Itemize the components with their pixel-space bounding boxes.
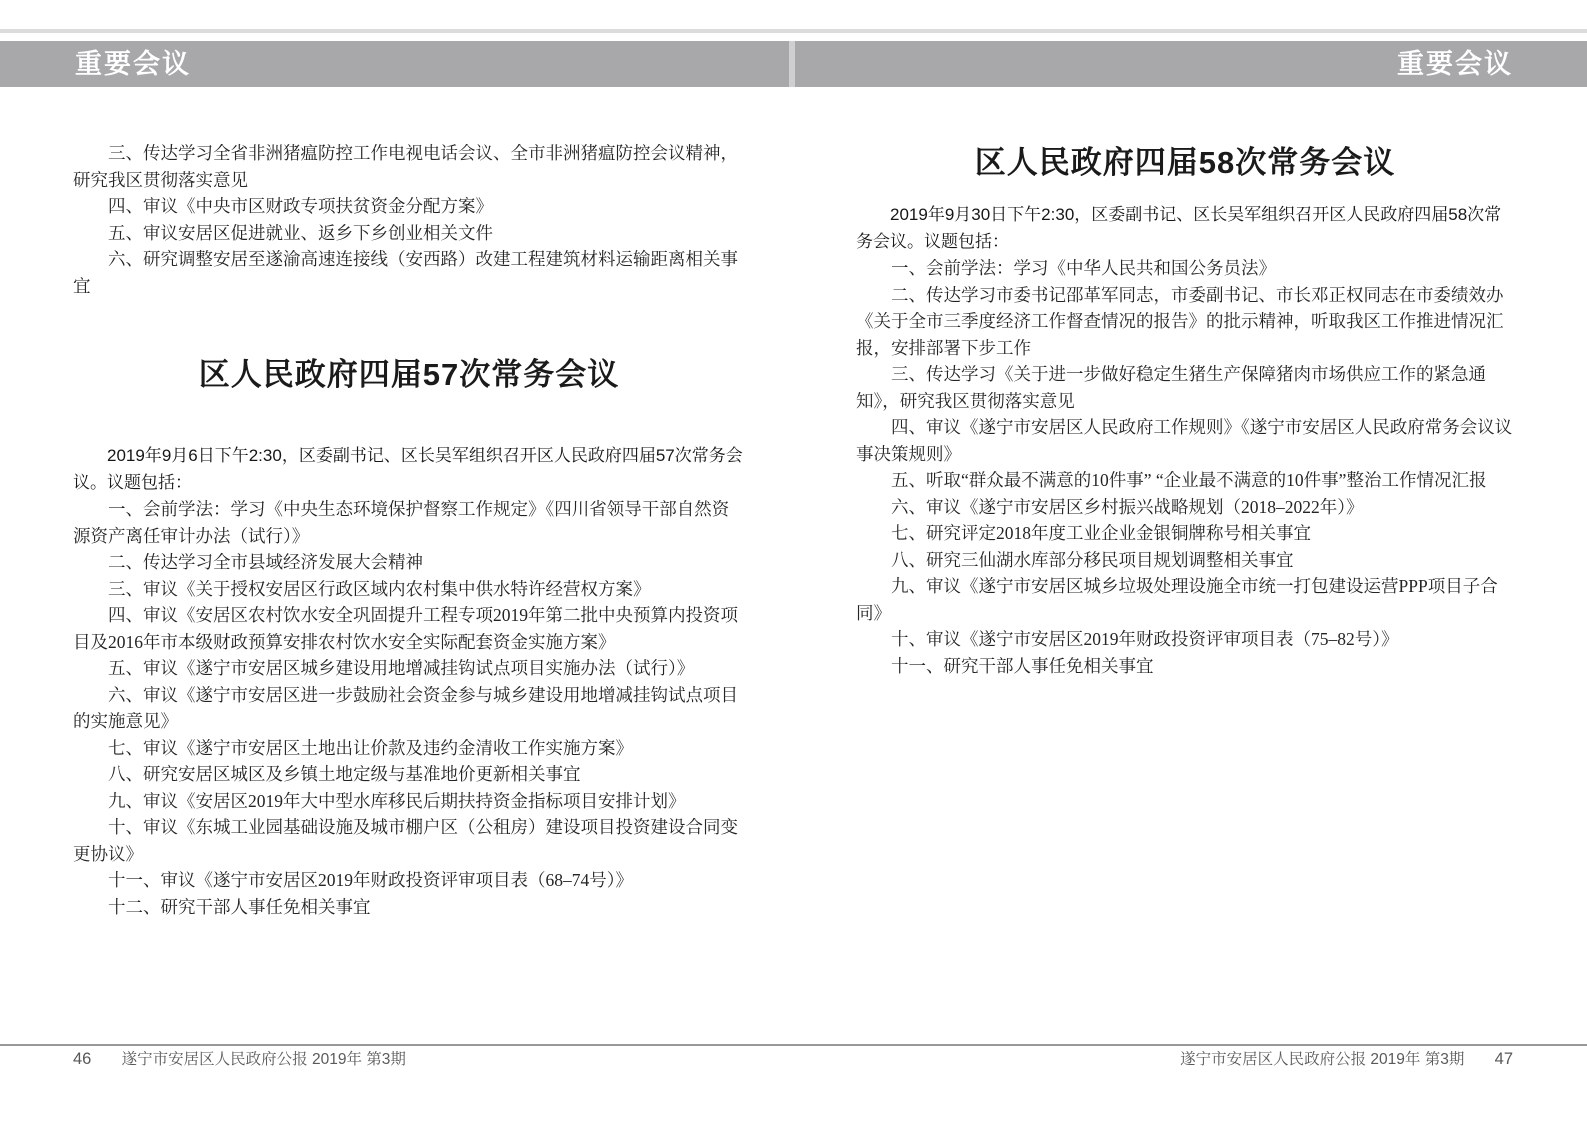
agenda-item: 七、研究评定2018年度工业企业金银铜牌称号相关事宜 — [891, 523, 1311, 543]
agenda-item: 二、传达学习全市县域经济发展大会精神 — [108, 552, 423, 572]
agenda-item: 十一、研究干部人事任免相关事宜 — [891, 655, 1154, 676]
footer-rule — [0, 1044, 1587, 1046]
meeting-58-intro: 2019年9月30日下午2:30，区委副书记、区长吴军组织召开区人民政府四届58次常务会议。议题包括： — [856, 205, 1502, 251]
meeting-57-title: 区人民政府四届57次常务会议 — [198, 357, 620, 392]
left-publication-title: 遂宁市安居区人民政府公报 2019年 第3期 — [121, 1051, 406, 1068]
agenda-item: 六、审议《遂宁市安居区乡村振兴战略规划（2018–2022年）》 — [891, 496, 1364, 517]
agenda-item: 五、审议《遂宁市安居区城乡建设用地增减挂钩试点项目实施办法（试行）》 — [108, 658, 695, 678]
agenda-item: 四、审议《中央市区财政专项扶贫资金分配方案》 — [108, 196, 493, 216]
left-page-continuation-list — [73, 140, 745, 299]
section-header-right: 重要会议 — [1397, 49, 1513, 79]
agenda-item: 九、审议《遂宁市安居区城乡垃圾处理设施全市统一打包建设运营PPP项目子合同》 — [856, 576, 1498, 623]
top-edge-rule — [0, 29, 1587, 33]
right-publication-title: 遂宁市安居区人民政府公报 2019年 第3期 — [1180, 1051, 1465, 1068]
agenda-item: 六、审议《遂宁市安居区进一步鼓励社会资金参与城乡建设用地增减挂钩试点项目的实施意见》 — [73, 684, 738, 731]
agenda-item: 七、审议《遂宁市安居区土地出让价款及违约金清收工作实施方案》 — [108, 737, 633, 758]
agenda-item: 十一、审议《遂宁市安居区2019年财政投资评审项目表（68–74号）》 — [108, 870, 633, 890]
agenda-item: 一、会前学法：学习《中华人民共和国公务员法》 — [891, 258, 1276, 278]
agenda-item: 六、研究调整安居至遂渝高速连接线（安西路）改建工程建筑材料运输距离相关事宜 — [73, 249, 738, 296]
agenda-item: 四、审议《安居区农村饮水安全巩固提升工程专项2019年第二批中央预算内投资项目及2016年市本级财政预算安排农村饮水安全实际配套资金实施方案》 — [73, 605, 738, 652]
left-page-number: 46 — [73, 1050, 92, 1068]
agenda-item: 五、审议安居区促进就业、返乡下乡创业相关文件 — [108, 222, 493, 243]
agenda-item: 十、审议《东城工业园基础设施及城市棚户区（公租房）建设项目投资建设合同变更协议》 — [73, 817, 738, 864]
left-page-footer — [73, 1049, 406, 1069]
meeting-58-title: 区人民政府四届58次常务会议 — [974, 145, 1396, 180]
right-page-number: 47 — [1494, 1050, 1513, 1068]
right-page-footer — [1180, 1049, 1513, 1069]
agenda-item: 八、研究安居区城区及乡镇土地定级与基准地价更新相关事宜 — [108, 764, 581, 784]
agenda-item: 九、审议《安居区2019年大中型水库移民后期扶持资金指标项目安排计划》 — [108, 790, 686, 811]
page-gutter-divider — [789, 41, 795, 87]
agenda-item: 八、研究三仙湖水库部分移民项目规划调整相关事宜 — [891, 549, 1294, 570]
meeting-57-body — [73, 443, 745, 920]
agenda-item: 三、传达学习《关于进一步做好稳定生猪生产保障猪肉市场供应工作的紧急通知》，研究我区贯彻落实意见 — [856, 364, 1486, 411]
section-header-left: 重要会议 — [75, 49, 191, 79]
meeting-58-body — [856, 202, 1514, 679]
meeting-57-intro: 2019年9月6日下午2:30，区委副书记、区长吴军组织召开区人民政府四届57次常务会议。议题包括： — [73, 446, 743, 492]
section-header-bar — [0, 41, 1587, 87]
agenda-item: 十、审议《遂宁市安居区2019年财政投资评审项目表（75–82号）》 — [891, 629, 1399, 649]
agenda-item: 二、传达学习市委书记邵革军同志，市委副书记、市长邓正权同志在市委绩效办《关于全市三季度经济工作督查情况的报告》的批示精神，听取我区工作推进情况汇报，安排部署下步工作 — [856, 284, 1504, 358]
agenda-item: 十二、研究干部人事任免相关事宜 — [108, 896, 371, 917]
agenda-item: 三、传达学习全省非洲猪瘟防控工作电视电话会议、全市非洲猪瘟防控会议精神，研究我区贯彻落实意见 — [73, 143, 738, 190]
agenda-item: 三、审议《关于授权安居区行政区域内农村集中供水特许经营权方案》 — [108, 578, 651, 599]
agenda-item: 五、听取“群众最不满意的10件事” “企业最不满意的10件事”整治工作情况汇报 — [891, 470, 1487, 490]
agenda-item: 四、审议《遂宁市安居区人民政府工作规则》《遂宁市安居区人民政府常务会议议事决策规则》 — [856, 417, 1513, 464]
agenda-item: 一、会前学法：学习《中央生态环境保护督察工作规定》《四川省领导干部自然资源资产离任审计办法（试行）》 — [73, 499, 730, 546]
